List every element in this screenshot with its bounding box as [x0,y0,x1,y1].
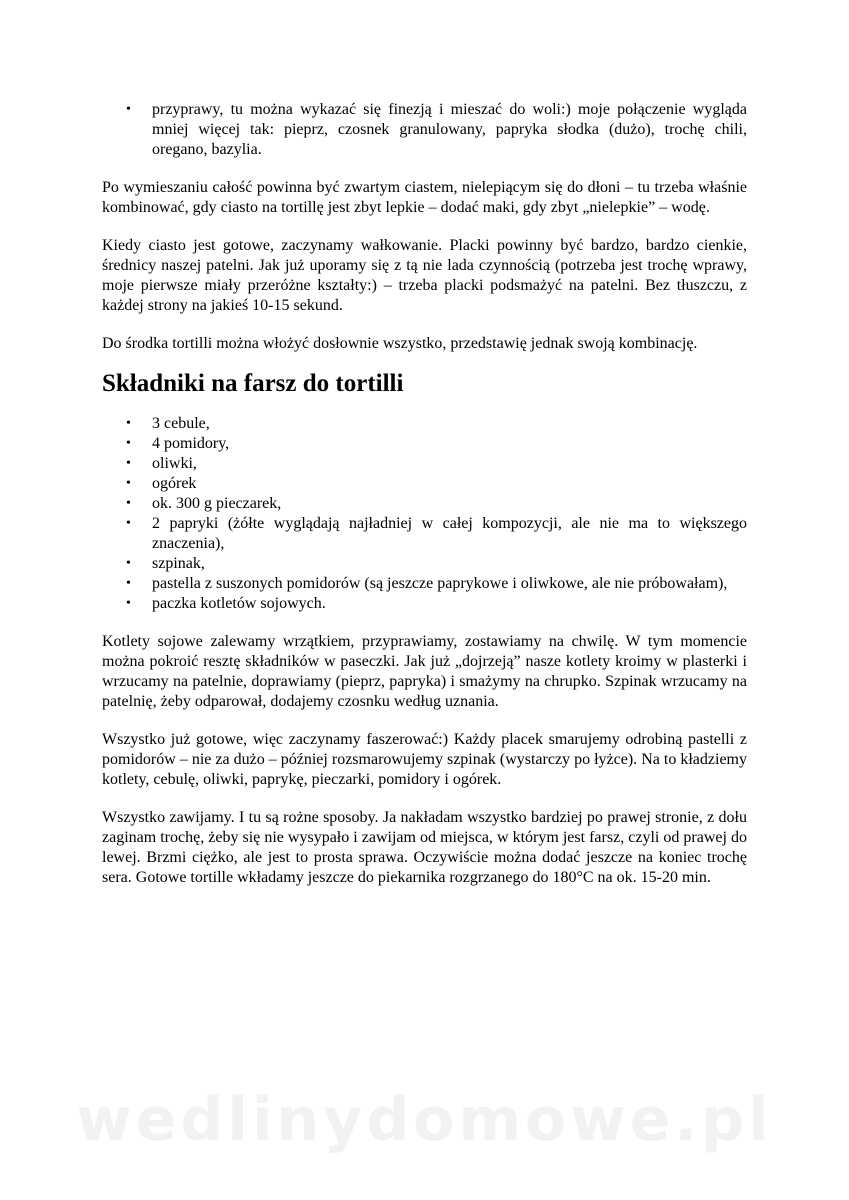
watermark: wedlinydomowe.pl [76,1085,773,1155]
paragraph: Po wymieszaniu całość powinna być zwartym ciastem, nielepiącym się do dłoni – tu trzeba właśnie kombinować, gdy ciasto na tortillę jest zbyt lepkie – dodać maki, gdy zbyt „nielepkie” – wodę. [102,179,747,216]
list-item: • 2 papryki (żółte wyglądają najładniej w całej kompozycji, ale nie ma to większego znaczenia), [102,514,747,554]
list-item: • oliwki, [102,454,747,474]
paragraph: Do środka tortilli można włożyć dosłownie wszystko, przedstawię jednak swoją kombinację. [102,335,698,352]
paragraph: Kotlety sojowe zalewamy wrzątkiem, przyprawiamy, zostawiamy na chwilę. W tym momencie można pokroić resztę składników w paseczki. Jak już „dojrzeją” nasze kotlety kroimy w plasterki i wrzucamy na patelnie, doprawiamy (pieprz, papryka) i smażymy na chrupko. Szpinak wrzucamy na patelnię, żeby odparował, dodajemy czosnku według uznania. [102,633,747,710]
list-item: • pastella z suszonych pomidorów (są jeszcze paprykowe i oliwkowe, ale nie próbowałam), [102,574,747,594]
list-item: • przyprawy, tu można wykazać się finezją i mieszać do woli:) moje połączenie wygląda mniej więcej tak: pieprz, czosnek granulowany, papryka słodka (dużo), trochę chili, oregano, bazylia. [102,100,747,160]
document-page [102,100,747,888]
ingredients-list [102,414,747,614]
list-item: • 3 cebule, [102,414,747,434]
list-item: • ogórek [102,474,747,494]
paragraph: Kiedy ciasto jest gotowe, zaczynamy wałkowanie. Placki powinny być bardzo, bardzo cienkie, średnicy naszej patelni. Jak już uporamy się z tą nie lada czynnością (potrzeba jest trochę wprawy, moje pierwsze miały przeróżne kształty:) – trzeba placki podsmażyć na patelni. Bez tłuszczu, z każdej strony na jakieś 10-15 sekund. [102,237,747,314]
list-item: • 4 pomidory, [102,434,747,454]
list-item: • ok. 300 g pieczarek, [102,494,747,514]
paragraph: Wszystko już gotowe, więc zaczynamy faszerować:) Każdy placek smarujemy odrobiną pastelli z pomidorów – nie za dużo – później rozsmarowujemy szpinak (wystarczy po łyżce). Na to kładziemy kotlety, cebulę, oliwki, paprykę, pieczarki, pomidory i ogórek. [102,731,747,788]
paragraph: Wszystko zawijamy. I tu są rożne sposoby. Ja nakładam wszystko bardziej po prawej stronie, z dołu zaginam trochę, żeby się nie wysypało i zawijam od miejsca, w którym jest farsz, czyli od prawej do lewej. Brzmi ciężko, ale jest to prosta sprawa. Oczywiście można dodać jeszcze na koniec trochę sera. Gotowe tortille wkładamy jeszcze do piekarnika rozgrzanego do 180°C na ok. 15-20 min. [102,809,747,886]
list-item: • szpinak, [102,554,747,574]
section-heading: Składniki na farsz do tortilli [102,370,404,397]
spice-list [102,100,747,160]
list-item: • paczka kotletów sojowych. [102,594,747,614]
